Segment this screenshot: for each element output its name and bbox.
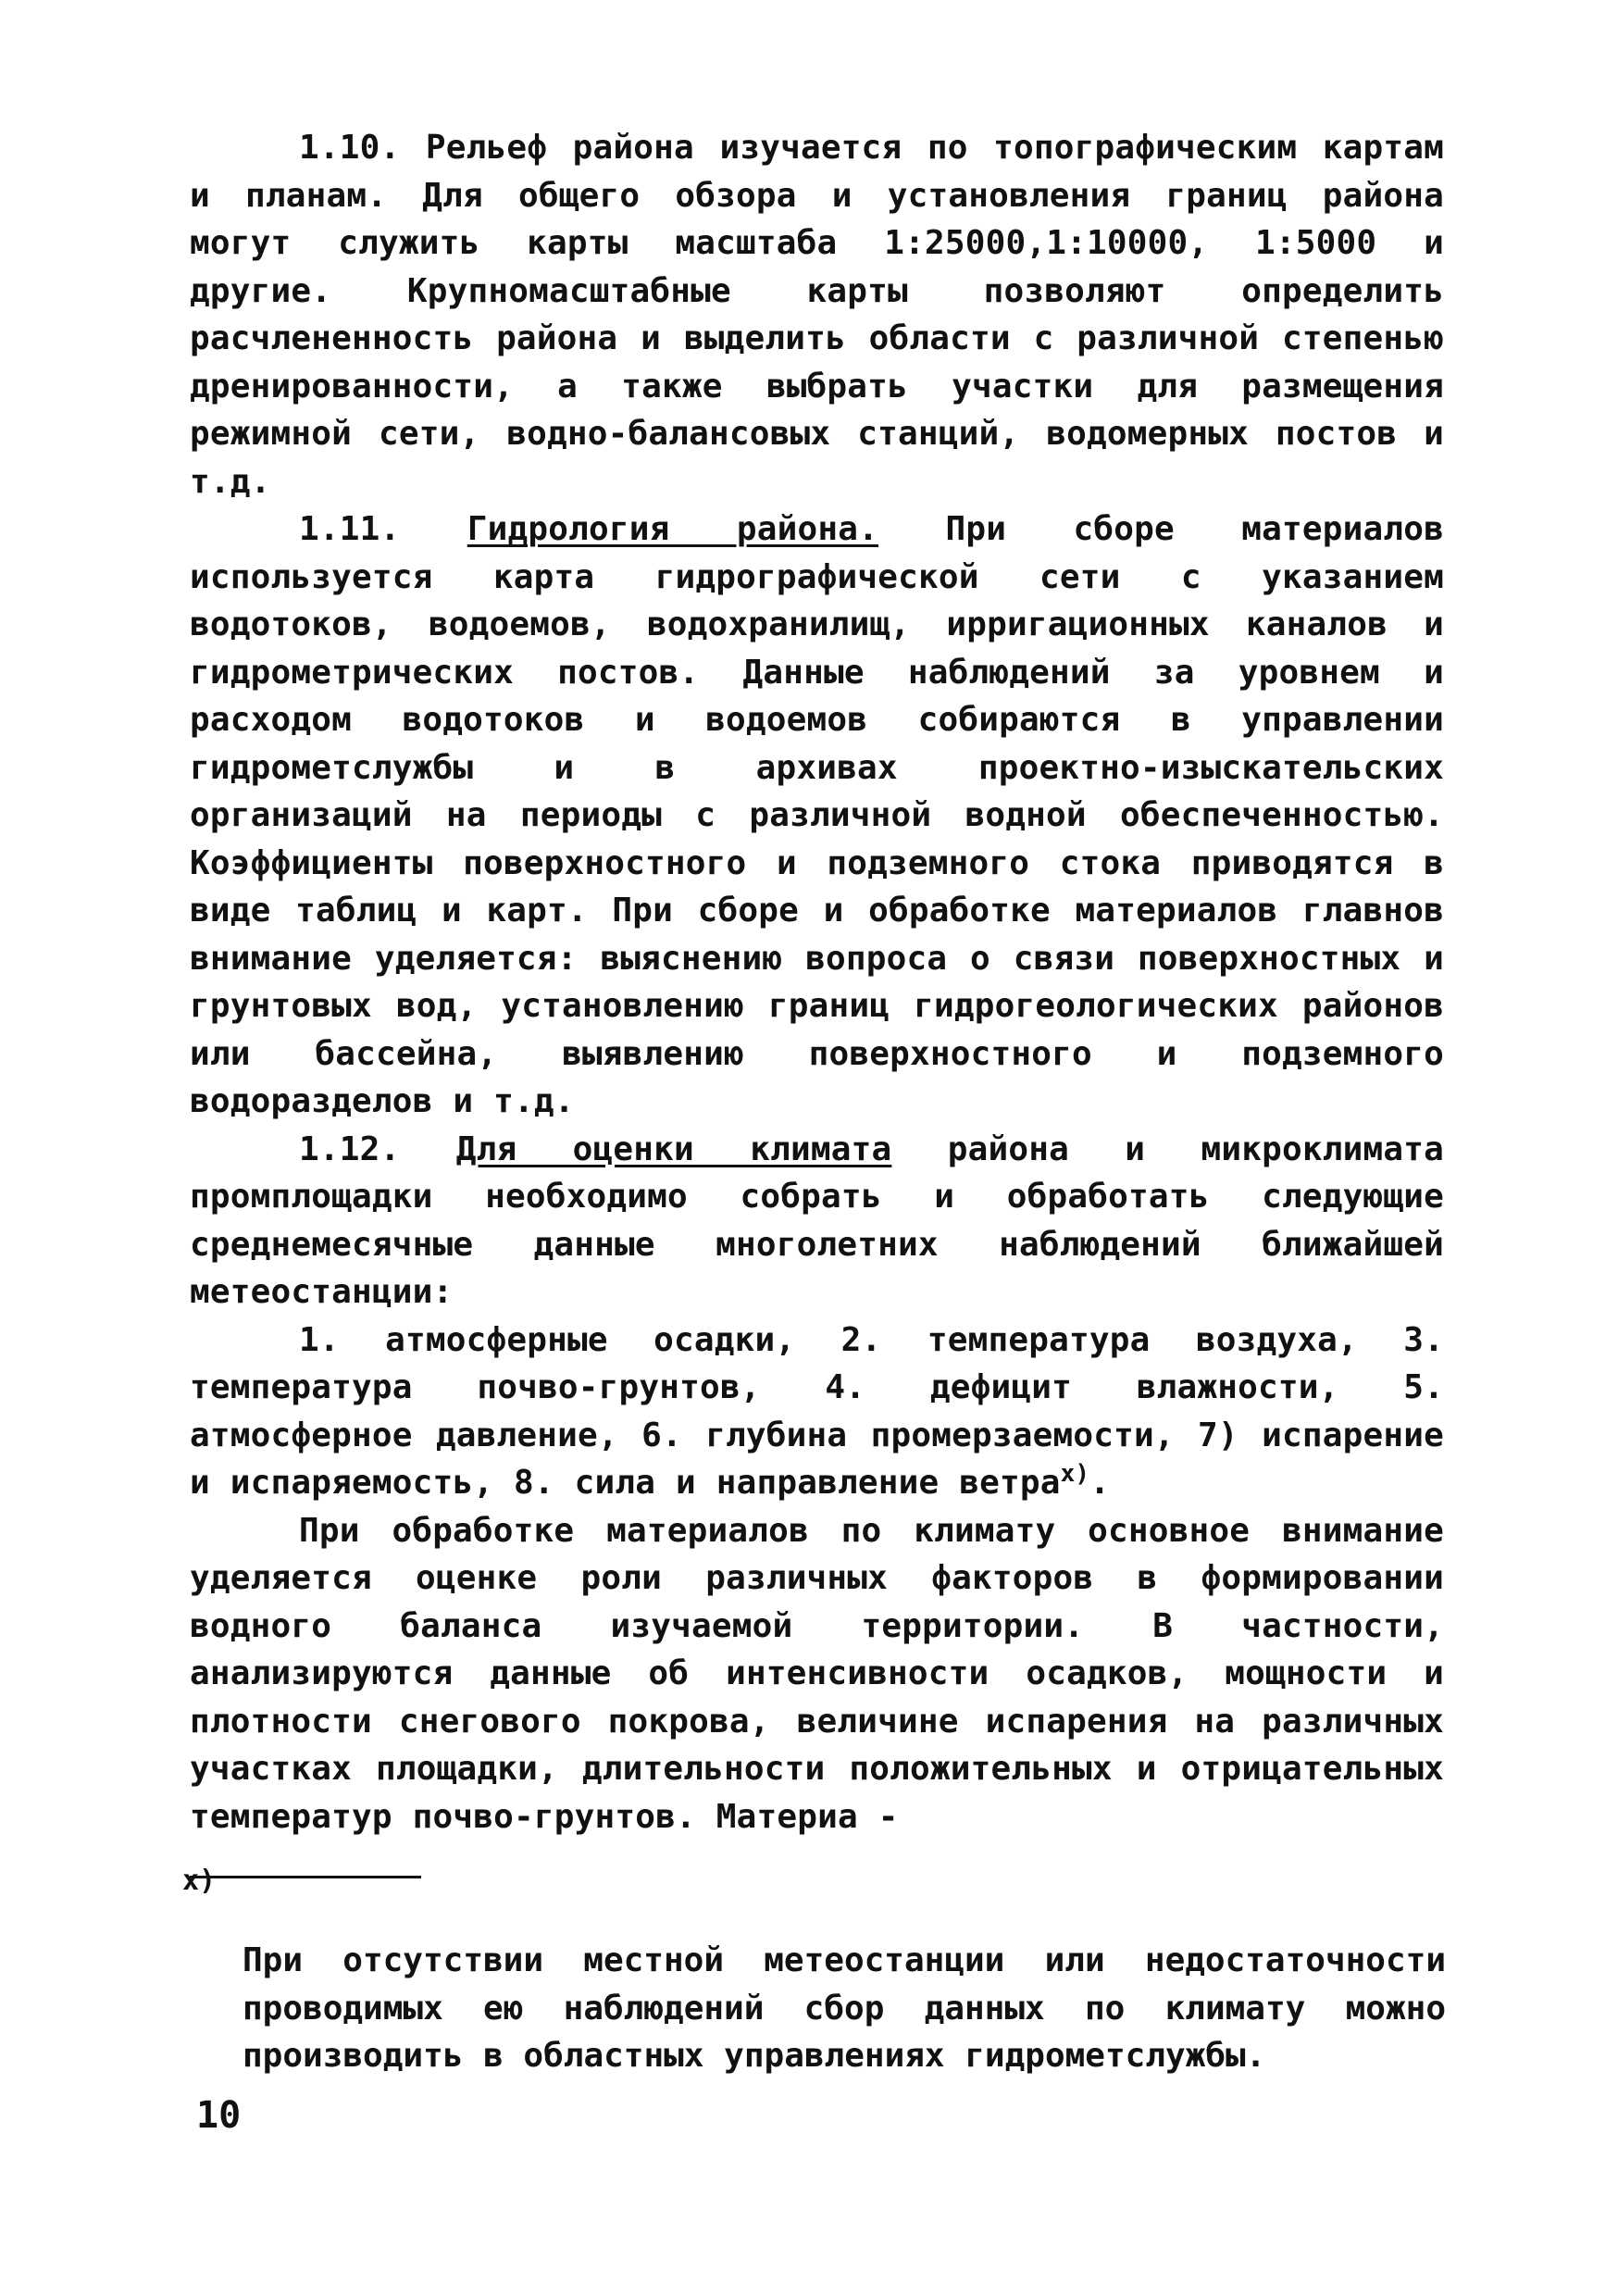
footnote-marker: x) (182, 1865, 217, 1897)
paragraph-1-12 (190, 1126, 1444, 1316)
climate-data-list (190, 1316, 1444, 1507)
footnote-reference: x) (1060, 1460, 1090, 1488)
section-heading-hydrology: Гидрология района. (467, 510, 879, 548)
page-number: 10 (196, 2094, 242, 2137)
section-heading-climate: Для оценки климата (455, 1129, 892, 1168)
section-number: 1.11. (299, 510, 401, 548)
paragraph-climate-analysis: При обработке материалов по климату основное внимание уделяется оценке роли различных факторов в формировании водного баланса изучаемой территории. В частности, анализируются данные об интенсивности осадков, мощности и плотности снегового покрова, величине испарения на различных участках площадки, длительности положительных и отрицательных температур почво-грунтов. Материа - (190, 1511, 1444, 1836)
footnote-text: При отсутствии местной метеостанции или недостаточности проводимых ею наблюдений сбор данных по климату можно производить в областных управлениях гидрометслужбы. (243, 1941, 1446, 2075)
list-end: . (1089, 1464, 1111, 1502)
footnote-divider (190, 1876, 421, 1878)
paragraph-1-10: 1.10. Рельеф района изучается по топографическим картам и планам. Для общего обзора и установления границ района могут служить карты масштаба 1:25000,1:10000, 1:5000 и другие. Крупномасштабные карты позволяют определить расчлененность района и выделить области с различной степенью дренированности, а также выбрать участки для размещения режимной сети, водно-балансовых станций, водомерных постов и т.д. (190, 129, 1444, 501)
paragraph-text: При сборе материалов используется карта гидрографической сети с указанием водотоков, водоемов, водохранилищ, ирригационных каналов и гидрометрических постов. Данные наблюдений за уровнем и расходом водотоков и водоемов собираются в управлении гидрометслужбы и в архивах проектно-изыскательских организаций на периоды с различной водной обеспеченностью. Коэффициенты поверхностного и подземного стока приводятся в виде таблиц и карт. При сборе и обработке материалов главнов внимание уделяется: выяснению вопроса о связи поверхностных и грунтовых вод, установлению границ гидрогеологических районов или бассейна, выявлению поверхностного и подземного водоразделов и т.д. (190, 510, 1444, 1120)
body-text (190, 124, 1444, 1841)
section-number: 1.12. (299, 1129, 401, 1168)
list-text: 1. атмосферные осадки, 2. температура воздуха, 3. температура почво-грунтов, 4. дефицит влажности, 5. атмосферное давление, 6. глубина промерзаемости, 7) испарение и испаряемость, 8. сила и направление ветра (190, 1320, 1444, 1502)
paragraph-1-11 (190, 505, 1444, 1126)
paragraph-text: района и микроклимата промплощадки необходимо собрать и обработать следующие среднемесячные данные многолетних наблюдений ближайшей метеостанции: (190, 1129, 1444, 1311)
footnote (243, 1937, 1446, 2080)
